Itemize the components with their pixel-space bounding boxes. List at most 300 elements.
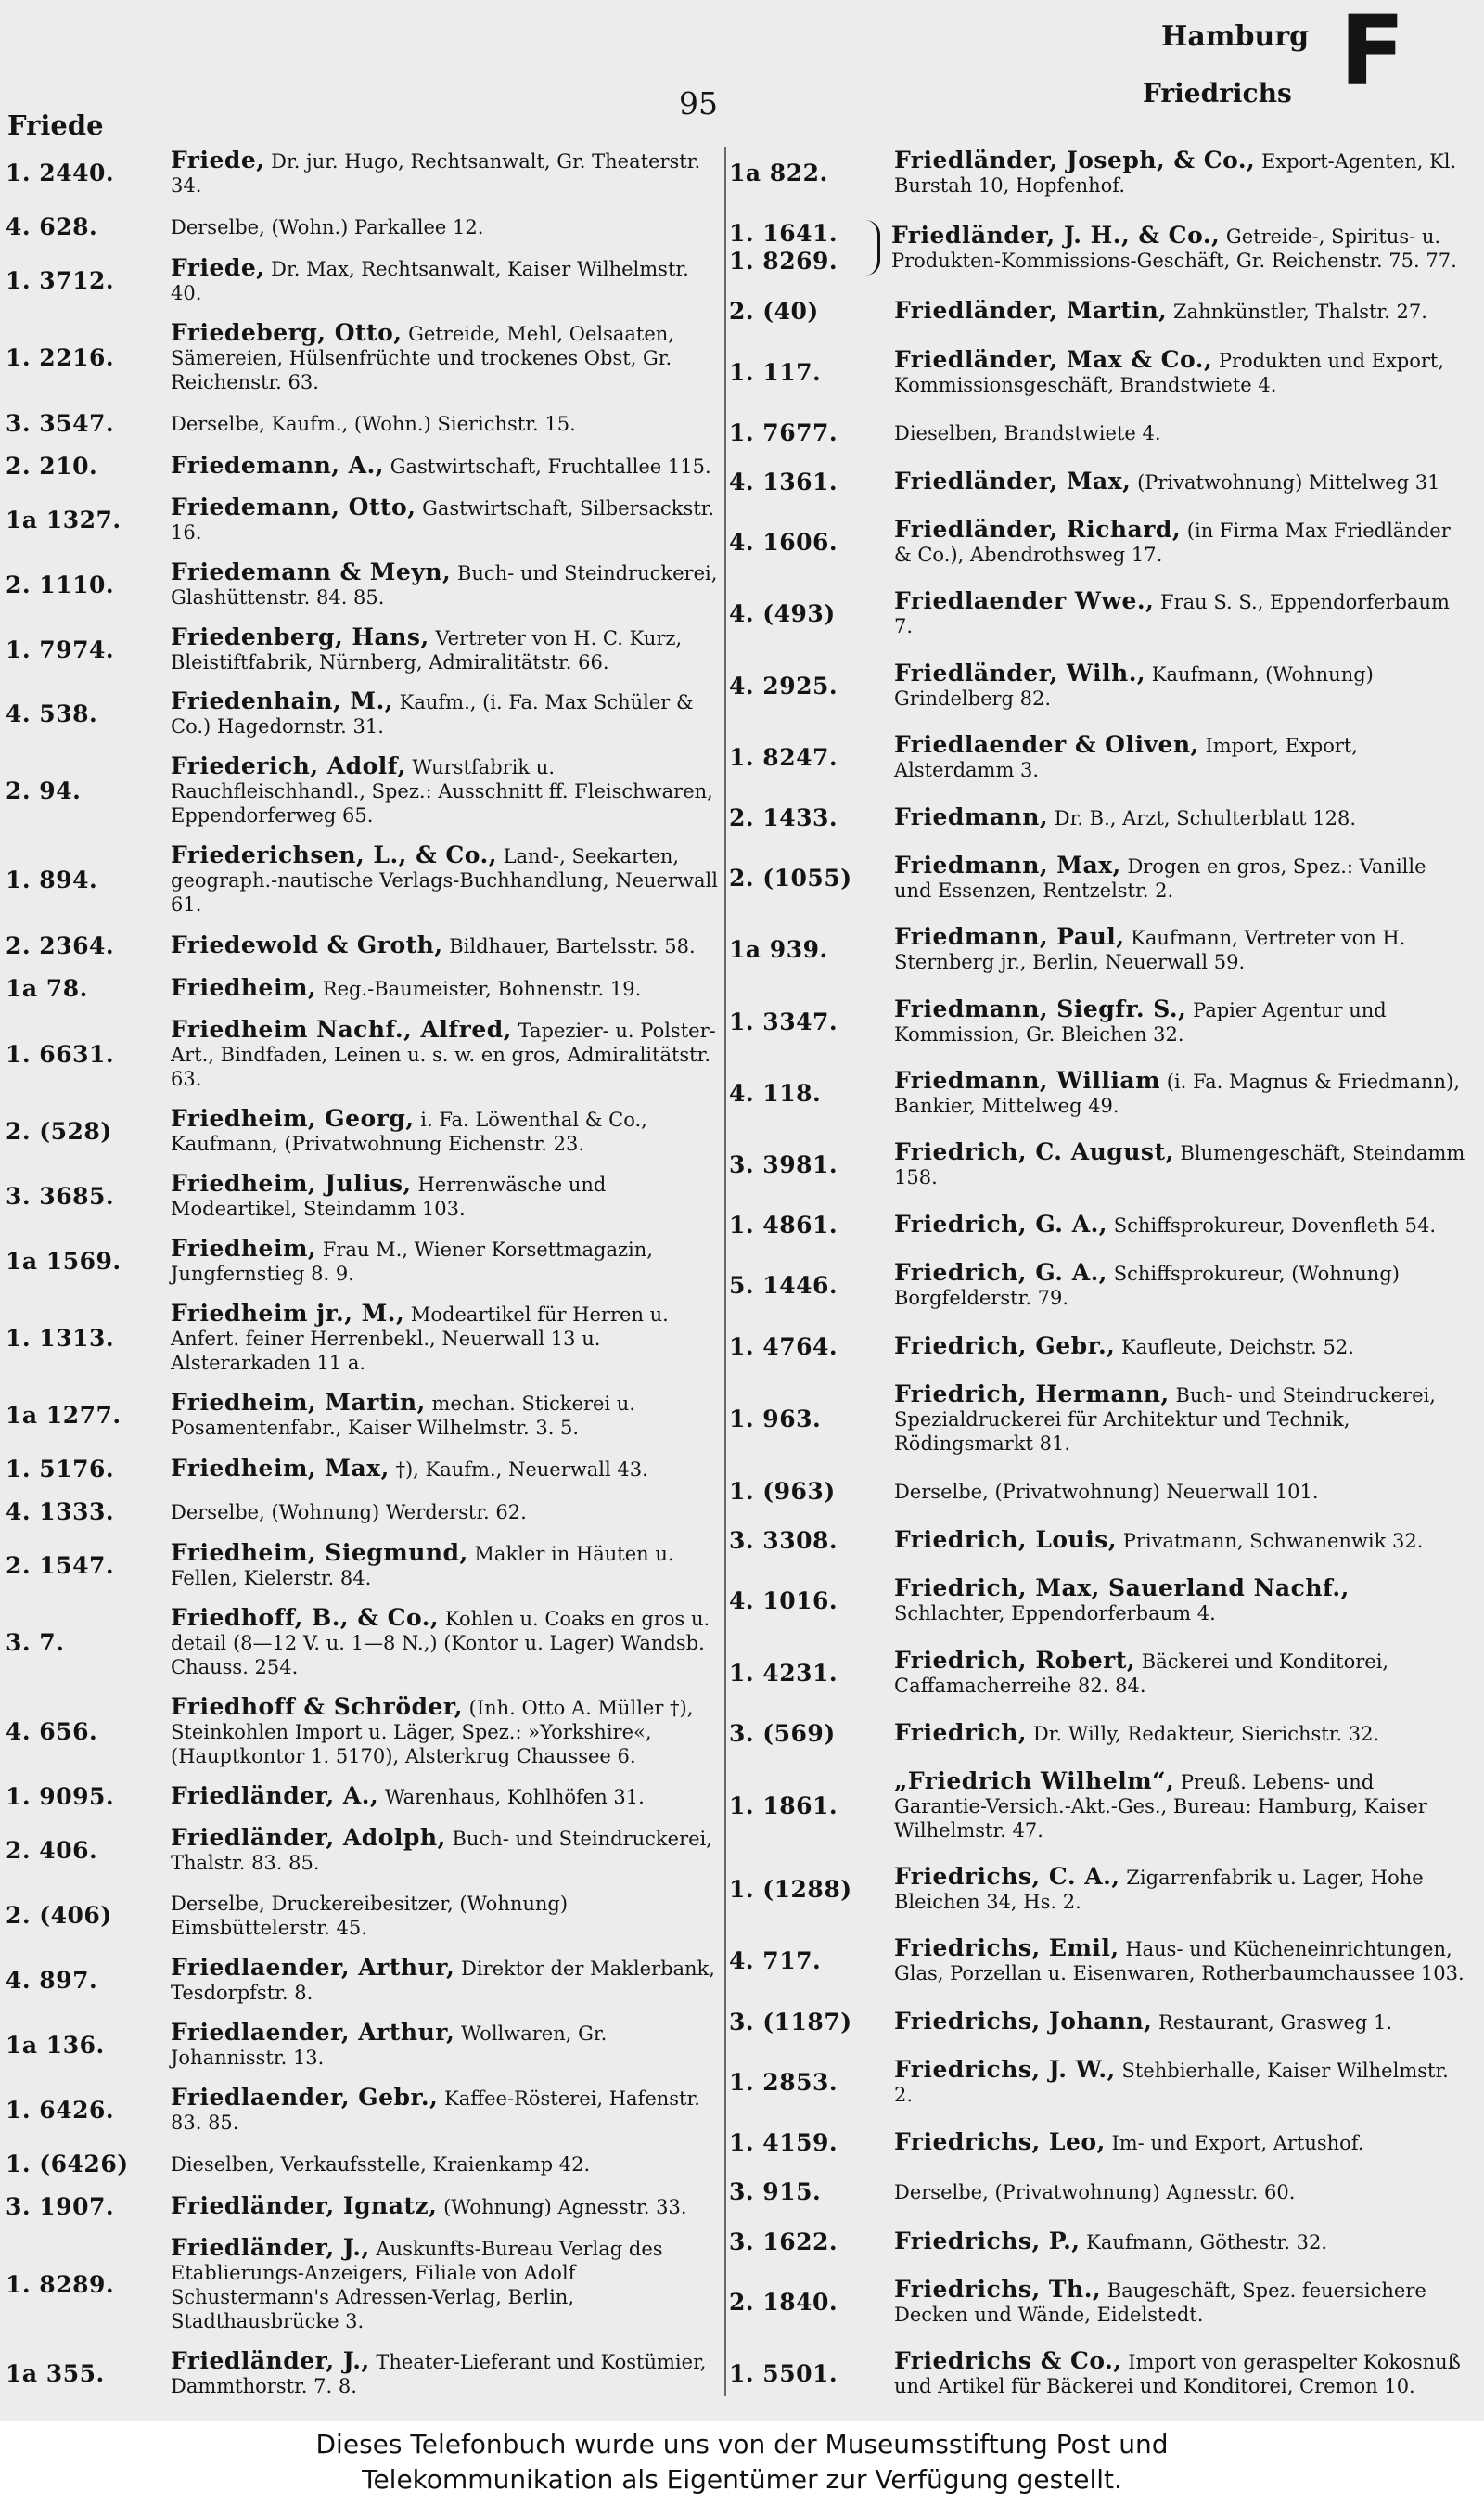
directory-entry xyxy=(6,318,725,394)
directory-entry xyxy=(729,518,1471,567)
entry-number: 2. 1110. xyxy=(6,571,115,598)
entry-details: Im- und Export, Artushof. xyxy=(1111,2132,1364,2155)
entry-details: (Inh. Otto A. Müller †), Steinkohlen Import u. Läger, Spez.: »Yorkshire«, (Hauptkontor 1. 5170), Alsterkrug Chaussee 6. xyxy=(171,1696,694,1767)
entry-text xyxy=(171,754,725,828)
entry-name: Friedländer, Richard, xyxy=(894,516,1182,544)
directory-entry xyxy=(6,2233,725,2333)
entry-text xyxy=(171,451,725,479)
entry-name: Friedmann, xyxy=(894,803,1049,831)
footer-text: Dieses Telefonbuch wurde uns von der Museumsstiftung Post und Telekommunikation als Eigentümer zur Verfügung gestellt. xyxy=(315,2429,1169,2495)
header-name-range: Friedrichs xyxy=(1143,78,1292,109)
directory-entry xyxy=(729,345,1471,397)
entry-text xyxy=(171,2233,725,2333)
entry-name: Friedrichs, J. W., xyxy=(894,2055,1116,2083)
directory-entry xyxy=(6,148,725,198)
entry-text xyxy=(894,730,1471,782)
entry-details: Dieselben, Verkaufsstelle, Kraienkamp 42. xyxy=(171,2153,591,2177)
entry-details: Kaufmann, Göthestr. 32. xyxy=(1086,2230,1328,2254)
entry-number: 3. 1907. xyxy=(6,2193,115,2220)
entry-number: 1. 1861. xyxy=(729,1792,838,1820)
entry-text xyxy=(171,976,725,1001)
entry-details: (i. Fa. Magnus & Friedmann), Bankier, Mittelweg 49. xyxy=(894,1070,1460,1117)
directory-entry xyxy=(6,1018,725,1091)
directory-entry xyxy=(6,560,725,610)
entry-name: Friedrich, G. A., xyxy=(894,1259,1108,1287)
entry-details: Dr. B., Arzt, Schulterblatt 128. xyxy=(1054,807,1357,830)
entry-name: Friedheim, Julius, xyxy=(171,1170,412,1197)
directory-entry xyxy=(729,1382,1471,1456)
directory-entry xyxy=(729,1769,1471,1843)
entry-name: Friedrichs, Emil, xyxy=(894,1934,1119,1962)
entry-name: Friedheim jr., M., xyxy=(171,1299,405,1327)
entry-text xyxy=(894,518,1471,567)
entry-details: Gastwirtschaft, Fruchtallee 115. xyxy=(390,455,711,478)
entry-details: Dr. jur. Hugo, Rechtsanwalt, Gr. Theaterstr. 34. xyxy=(171,150,701,197)
entry-name: Friedmann, Max, xyxy=(894,852,1121,880)
directory-entry xyxy=(729,1140,1471,1189)
entry-name: Friede, xyxy=(171,147,265,173)
entry-number: 4. 1333. xyxy=(6,1497,115,1525)
entry-text xyxy=(894,2007,1471,2035)
directory-entry xyxy=(729,1720,1471,1747)
entry-name: Friedländer, Martin, xyxy=(894,297,1168,325)
entry-text xyxy=(171,214,725,239)
entry-details: (Wohnung) Agnesstr. 33. xyxy=(443,2196,687,2218)
left-column xyxy=(6,148,725,2398)
entry-text xyxy=(171,495,725,545)
entry-name: Friedländer, Adolph, xyxy=(171,1824,446,1852)
entry-details: Papier Agentur und Kommission, Gr. Bleichen 32. xyxy=(894,998,1387,1046)
directory-entry xyxy=(729,1261,1471,1310)
entry-details: Kaufleute, Deichstr. 52. xyxy=(1121,1335,1354,1358)
entry-text xyxy=(894,1718,1471,1746)
entry-number: 1. 117. xyxy=(729,358,822,386)
entry-number: 2. 94. xyxy=(6,777,82,805)
entry-text xyxy=(894,805,1471,830)
entry-number: 4. 1361. xyxy=(729,469,838,496)
entry-text xyxy=(171,1018,725,1091)
entry-details: Kohlen u. Coaks en gros u. detail (8—12 V. u. 1—8 N.,) (Kontor u. Lager) Wandsb. Chauss. 254. xyxy=(171,1607,710,1678)
entry-details: Frau S. S., Eppendorferbaum 7. xyxy=(894,591,1450,638)
entry-text xyxy=(171,2021,725,2070)
entry-number: 1. 7677. xyxy=(729,418,838,446)
entry-name: Friedmann, Siegfr. S., xyxy=(894,995,1187,1022)
entry-text xyxy=(894,2275,1471,2327)
entry-text xyxy=(894,997,1471,1047)
entry-text xyxy=(171,1603,725,1679)
entry-number: 4. 717. xyxy=(729,1947,822,1975)
entry-text xyxy=(171,318,725,394)
entry-number: 3. 3981. xyxy=(729,1151,838,1179)
entry-number: 4. 897. xyxy=(6,1967,98,1995)
entry-details: Reg.-Baumeister, Bohnenstr. 19. xyxy=(322,978,642,1001)
entry-number: 5. 1446. xyxy=(729,1272,838,1300)
entry-number: 1. 4231. xyxy=(729,1659,838,1687)
entry-number: 1. 2216. xyxy=(6,343,115,371)
entry-number: 1a 136. xyxy=(6,2032,105,2060)
entry-number: 1. 6631. xyxy=(6,1041,115,1069)
brace-mark xyxy=(853,220,880,276)
entry-name: Friedlaender & Oliven, xyxy=(894,730,1199,758)
entry-details: Bildhauer, Bartelsstr. 58. xyxy=(449,935,696,958)
entry-number: 1. 8289. xyxy=(6,2270,115,2298)
entry-details: Getreide, Mehl, Oelsaaten, Sämereien, Hülsenfrüchte und trockenes Obst, Gr. Reichenstr. 63. xyxy=(171,322,674,393)
entry-text xyxy=(894,1066,1471,1118)
entry-name: Friedrich, Robert, xyxy=(894,1646,1136,1674)
entry-name: Friedeberg, Otto, xyxy=(171,318,403,346)
entry-details: Land-, Seekarten, geograph.-nautische Verlags-Buchhandlung, Neuerwall 61. xyxy=(171,845,718,917)
entry-details: Kaffee-Rösterei, Hafenstr. 83. 85. xyxy=(171,2087,700,2135)
entry-details: Blumengeschäft, Steindamm 158. xyxy=(894,1142,1465,1189)
entry-number: 1. 8247. xyxy=(729,743,838,771)
entry-number: 3. 1622. xyxy=(729,2228,838,2255)
entry-details: Zahnkünstler, Thalstr. 27. xyxy=(1173,301,1427,324)
header-left-word: Friede xyxy=(7,109,104,141)
entry-text xyxy=(894,299,1471,324)
entry-details: Derselbe, (Wohnung) Werderstr. 62. xyxy=(171,1500,527,1523)
entry-text xyxy=(171,2151,725,2177)
directory-entry xyxy=(6,1388,725,1440)
entry-details: mechan. Stickerei u. Posamentenfabr., Kaiser Wilhelmstr. 3. 5. xyxy=(171,1392,636,1439)
entry-number: 1. 3347. xyxy=(729,1008,838,1035)
entry-text xyxy=(894,2346,1471,2398)
directory-entry xyxy=(6,843,725,917)
entry-text xyxy=(171,1454,725,1482)
entry-details: Kaufmann, (Wohnung) Grindelberg 82. xyxy=(894,662,1374,710)
entry-details: Schiffsprokureur, Dovenfleth 54. xyxy=(1113,1214,1437,1238)
entry-name: Friedrichs, Th., xyxy=(894,2275,1102,2303)
entry-name: Friedländer, J. H., & Co., xyxy=(891,221,1221,249)
entry-text xyxy=(171,1388,725,1440)
directory-entry xyxy=(6,1107,725,1156)
directory-entry xyxy=(729,2129,1471,2156)
directory-entry xyxy=(729,2055,1471,2107)
entry-text xyxy=(894,1576,1471,1625)
entry-name: Friedrich, Max, Sauerland Nachf., xyxy=(894,1574,1350,1602)
entry-details: Schiffsprokureur, (Wohnung) Borgfelderstr. 79. xyxy=(894,1263,1400,1310)
directory-entry xyxy=(729,2346,1471,2398)
entry-text xyxy=(894,1382,1471,1456)
directory-entry xyxy=(6,1891,725,1940)
entry-details: Derselbe, (Wohn.) Parkallee 12. xyxy=(171,215,484,238)
directory-entry xyxy=(729,2009,1471,2035)
entry-number: 1a 822. xyxy=(729,160,828,186)
header-letter: F xyxy=(1339,0,1406,108)
entry-details: Theater-Lieferant und Kostümier, Dammthorstr. 7. 8. xyxy=(171,2350,707,2397)
entry-details: Derselbe, Kaufm., (Wohn.) Sierichstr. 15. xyxy=(171,412,576,435)
entry-number: 2. (406) xyxy=(6,1902,112,1930)
entry-details: Tapezier- u. Polster-Art., Bindfaden, Leinen u. s. w. en gros, Admiralitätstr. 63. xyxy=(171,1020,716,1091)
entry-number: 1. 2440. xyxy=(6,160,115,186)
directory-entry xyxy=(6,1498,725,1525)
entry-text xyxy=(894,1528,1471,1553)
directory-entry xyxy=(6,1299,725,1375)
entry-details: Derselbe, Druckereibesitzer, (Wohnung) Eimsbüttelerstr. 45. xyxy=(171,1893,569,1940)
directory-entry xyxy=(729,997,1471,1047)
entry-text xyxy=(894,1646,1471,1698)
header-city: Hamburg xyxy=(1161,20,1310,53)
entry-text xyxy=(171,843,725,917)
entry-name: Friedemann, Otto, xyxy=(171,493,416,520)
entry-text xyxy=(171,2086,725,2135)
entry-details: Zigarrenfabrik u. Lager, Hohe Bleichen 34, Hs. 2. xyxy=(894,1867,1424,1914)
entry-name: Friedländer, Max & Co., xyxy=(894,345,1213,373)
entry-number: 2. 1547. xyxy=(6,1551,115,1579)
directory-entry xyxy=(729,469,1471,495)
entry-text xyxy=(894,1865,1471,1914)
entry-details: Buch- und Steindruckerei, Glashüttenstr. 84. 85. xyxy=(171,561,718,609)
entry-number: 4. (493) xyxy=(729,600,836,628)
directory-entry xyxy=(6,1538,725,1590)
entry-name: Friedrichs, Johann, xyxy=(894,2007,1153,2035)
entry-number: 1. 7974. xyxy=(6,636,115,663)
entry-name: Friedländer, A., xyxy=(171,1782,379,1810)
directory-entry xyxy=(729,589,1471,638)
entry-name: Friedländer, J., xyxy=(171,2346,370,2374)
directory-entry xyxy=(6,495,725,545)
entry-details: Kaufmann, Vertreter von H. Sternberg jr., Berlin, Neuerwall 59. xyxy=(894,927,1406,974)
entry-number: 1. 963. xyxy=(729,1405,822,1432)
directory-entry xyxy=(6,2193,725,2220)
entry-text xyxy=(171,1172,725,1221)
entry-name: Friedheim, xyxy=(171,1234,317,1262)
entry-text xyxy=(894,854,1471,903)
directory-entry xyxy=(6,625,725,674)
entry-number: 2. 2364. xyxy=(6,932,115,960)
entry-name: Friedrich, Hermann, xyxy=(894,1380,1170,1407)
entry-details: Buch- und Steindruckerei, Thalstr. 83. 85. xyxy=(171,1828,712,1875)
entry-name: Friedmann, Paul, xyxy=(894,923,1125,951)
entry-text xyxy=(171,1538,725,1590)
entry-text xyxy=(894,2229,1471,2254)
directory-entry xyxy=(729,298,1471,325)
entry-text xyxy=(171,1784,725,1809)
entry-details: Vertreter von H. C. Kurz, Bleistiftfabrik, Nürnberg, Admiralitätstr. 66. xyxy=(171,626,683,674)
entry-name: Friederich, Adolf, xyxy=(171,752,406,780)
entry-details: Haus- und Kücheneinrichtungen, Glas, Porzellan u. Eisenwaren, Rotherbaumchaussee 103. xyxy=(894,1938,1465,1985)
directory-entry xyxy=(6,1826,725,1875)
entry-name: Friedrichs & Co., xyxy=(894,2346,1122,2374)
entry-details: Drogen en gros, Spez.: Vanille und Essenzen, Rentzelstr. 2. xyxy=(894,855,1426,903)
entry-text xyxy=(171,560,725,610)
directory-entry xyxy=(729,1478,1471,1505)
entry-number: 2. 1433. xyxy=(729,804,838,832)
directory-entry xyxy=(6,689,725,738)
directory-entry xyxy=(729,730,1471,782)
entry-name: Friedlaender, Arthur, xyxy=(171,2019,455,2047)
directory-entry xyxy=(729,1527,1471,1554)
directory-entry xyxy=(6,410,725,437)
entry-details: Herrenwäsche und Modeartikel, Steindamm 103. xyxy=(171,1174,607,1220)
entry-name: Friedheim Nachf., Alfred, xyxy=(171,1016,512,1044)
entry-number: 1. 4764. xyxy=(729,1332,838,1360)
directory-entry xyxy=(6,1456,725,1483)
entry-number: 1. (963) xyxy=(729,1478,836,1506)
entry-text xyxy=(894,589,1471,638)
entry-details: i. Fa. Löwenthal & Co., Kaufmann, (Privatwohnung Eichenstr. 23. xyxy=(171,1109,647,1156)
entry-details: Stehbierhalle, Kaiser Wilhelmstr. 2. xyxy=(894,2059,1449,2106)
entry-text xyxy=(894,2055,1471,2107)
entry-text xyxy=(891,221,1471,273)
entry-number: 1a 939. xyxy=(729,936,828,964)
entry-name: Friederichsen, L., & Co., xyxy=(171,841,497,869)
directory-entry xyxy=(729,1865,1471,1914)
entry-text xyxy=(894,1213,1471,1238)
directory-entry xyxy=(6,2151,725,2177)
directory-entry xyxy=(729,1936,1471,1985)
entry-text xyxy=(171,1891,725,1940)
entry-details: Frau M., Wiener Korsettmagazin, Jungfernstieg 8. 9. xyxy=(171,1238,653,1285)
entry-number: 1. 2853. xyxy=(729,2068,838,2096)
entry-details: Wollwaren, Gr. Johannisstr. 13. xyxy=(171,2022,608,2070)
directory-entry xyxy=(6,2346,725,2398)
entry-name: Friedländer, Ignatz, xyxy=(171,2192,438,2219)
directory-entry xyxy=(6,2086,725,2135)
entry-name: Friedenhain, M., xyxy=(171,687,393,715)
entry-number: 1. (6426) xyxy=(6,2151,129,2178)
entry-number: 4. 118. xyxy=(729,1079,822,1107)
directory-entry xyxy=(6,1603,725,1679)
entry-number: 1. 6426. xyxy=(6,2097,115,2125)
entry-text xyxy=(894,345,1471,397)
directory-entry xyxy=(6,1783,725,1810)
directory-entry xyxy=(6,1692,725,1768)
directory-entry xyxy=(729,1066,1471,1118)
entry-name: Friedenberg, Hans, xyxy=(171,623,429,650)
entry-number: 2. 406. xyxy=(6,1837,98,1865)
entry-number: 1. (1288) xyxy=(729,1876,852,1904)
entry-details: Baugeschäft, Spez. feuersichere Decken und Wände, Eidelstedt. xyxy=(894,2279,1426,2326)
entry-details: Import, Export, Alsterdamm 3. xyxy=(894,734,1358,781)
directory-entry xyxy=(729,925,1471,974)
entry-name: „Friedrich Wilhelm“, xyxy=(894,1767,1175,1795)
entry-text xyxy=(894,661,1471,711)
entry-details: (in Firma Max Friedländer & Co.), Abendrothsweg 17. xyxy=(894,520,1451,567)
directory-entry xyxy=(6,253,725,305)
entry-details: Dr. Willy, Redakteur, Sierichstr. 32. xyxy=(1032,1722,1380,1745)
directory-entry xyxy=(6,213,725,240)
entry-number: 1. 5501. xyxy=(729,2359,838,2387)
entry-number: 3. 3547. xyxy=(6,409,115,437)
entry-name: Friede, xyxy=(171,253,265,281)
entry-details: Produkten und Export, Kommissionsgeschäft, Brandstwiete 4. xyxy=(894,349,1445,396)
entry-name: Friedländer, J., xyxy=(171,2233,370,2261)
entry-name: Friedrich, Louis, xyxy=(894,1526,1118,1554)
entry-number: 2. (1055) xyxy=(729,865,852,892)
entry-details: Privatmann, Schwanenwik 32. xyxy=(1122,1530,1424,1553)
directory-entry xyxy=(729,2275,1471,2327)
entry-number: 2. (528) xyxy=(6,1118,112,1146)
entry-text xyxy=(894,1331,1471,1359)
entry-details: †), Kaufm., Neuerwall 43. xyxy=(395,1457,648,1481)
entry-name: Friedrichs, P., xyxy=(894,2227,1081,2254)
entry-text xyxy=(171,625,725,674)
entry-details: Wurstfabrik u. Rauchfleischhandl., Spez.: Ausschnitt ff. Fleischwaren, Eppendorferweg 65. xyxy=(171,756,713,828)
entry-details: Auskunfts-Bureau Verlag des Etablierungs-Anzeigers, Filiale von Adolf Schustermann's Adressen-Verlag, Berlin, Stadthausbrücke 3. xyxy=(171,2237,663,2332)
entry-name: Friedemann, A., xyxy=(171,451,384,479)
entry-text xyxy=(894,1479,1471,1504)
entry-text xyxy=(171,148,725,198)
directory-entry xyxy=(729,2228,1471,2255)
entry-name: Friedrich, C. August, xyxy=(894,1138,1174,1166)
entry-name: Friedheim, Martin, xyxy=(171,1388,426,1416)
entry-name: Friedlaender, Gebr., xyxy=(171,2084,439,2112)
entry-details: Import von geraspelter Kokosnuß und Artikel für Bäckerei und Konditorei, Cremon 10. xyxy=(894,2350,1461,2397)
entry-text xyxy=(894,420,1471,445)
entry-text xyxy=(171,933,725,958)
directory-entry xyxy=(729,1646,1471,1698)
entry-details: Dr. Max, Rechtsanwalt, Kaiser Wilhelmstr. 40. xyxy=(171,257,689,304)
directory-entry xyxy=(6,975,725,1002)
entry-text xyxy=(894,469,1471,494)
entry-number: 1. 5176. xyxy=(6,1455,115,1483)
directory-entry xyxy=(729,1576,1471,1625)
entry-details: Kaufm., (i. Fa. Max Schüler & Co.) Hagedornstr. 31. xyxy=(171,691,694,738)
entry-name: Friedländer, Wilh., xyxy=(894,659,1146,687)
entry-text xyxy=(894,2130,1471,2155)
directory-entry xyxy=(729,1212,1471,1239)
entry-name: Friedewold & Groth, xyxy=(171,931,443,959)
entry-name: Friedhoff, B., & Co., xyxy=(171,1603,440,1631)
entry-name: Friedländer, Max, xyxy=(894,468,1132,495)
entry-name: Friedrich, G. A., xyxy=(894,1211,1108,1239)
entry-text xyxy=(894,1936,1471,1985)
entry-number: 4. 1606. xyxy=(729,529,838,557)
directory-entry xyxy=(6,1956,725,2005)
entry-details: Schlachter, Eppendorferbaum 4. xyxy=(894,1602,1216,1625)
entry-details: Bäckerei und Konditorei, Caffamacherreihe 82. 84. xyxy=(894,1650,1389,1697)
entry-number: 1. 1313. xyxy=(6,1324,115,1352)
entry-text xyxy=(894,148,1471,198)
entry-details: Derselbe, (Privatwohnung) Neuerwall 101. xyxy=(894,1481,1319,1504)
entry-name: Friedheim, Max, xyxy=(171,1454,390,1482)
entry-text xyxy=(171,2346,725,2398)
directory-entry xyxy=(729,148,1471,198)
entry-name: Friedlaender Wwe., xyxy=(894,587,1155,615)
entry-text xyxy=(171,1692,725,1768)
entry-name: Friedmann, William xyxy=(894,1066,1161,1094)
entry-details: Getreide-, Spiritus- u. Produkten-Kommissions-Geschäft, Gr. Reichenstr. 75. 77. xyxy=(891,225,1457,272)
entry-text xyxy=(894,2179,1471,2204)
entry-number: 1. 4159. xyxy=(729,2129,838,2157)
entry-number: 4. 628. xyxy=(6,212,98,240)
entry-details: Buch- und Steindruckerei, Spezialdruckerei für Architektur und Technik, Rödingsmarkt 81. xyxy=(894,1383,1436,1455)
directory-entry xyxy=(729,2178,1471,2205)
directory-entry xyxy=(6,932,725,959)
entry-details: Dieselben, Brandstwiete 4. xyxy=(894,421,1161,444)
entry-name: Friedheim, xyxy=(171,974,317,1002)
entry-details: Modeartikel für Herren u. Anfert. feiner Herrenbekl., Neuerwall 13 u. Alsterarkaden 11 a. xyxy=(171,1303,669,1374)
entry-text xyxy=(171,1826,725,1875)
right-column xyxy=(729,148,1471,2398)
entry-text xyxy=(894,925,1471,974)
entry-name: Friedhoff & Schröder, xyxy=(171,1692,463,1720)
entry-name: Friedrichs, Leo, xyxy=(894,2128,1106,2156)
entry-details: Preuß. Lebens- und Garantie-Versich.-Akt.-Ges., Bureau: Hamburg, Kaiser Wilhelmstr. 47. xyxy=(894,1771,1427,1843)
entry-details: Derselbe, (Privatwohnung) Agnesstr. 60. xyxy=(894,2181,1296,2204)
entry-details: Makler in Häuten u. Fellen, Kielerstr. 84. xyxy=(171,1542,674,1589)
entry-text xyxy=(894,1261,1471,1310)
entry-text xyxy=(171,689,725,738)
entry-details: Direktor der Maklerbank, Tesdorpfstr. 8. xyxy=(171,1958,715,2005)
directory-entry xyxy=(729,419,1471,446)
entry-text xyxy=(171,1234,725,1286)
entry-text xyxy=(171,253,725,305)
entry-number: 4. 2925. xyxy=(729,672,838,700)
directory-entry xyxy=(729,854,1471,903)
directory-entry xyxy=(6,2021,725,2070)
entry-number: 3. 7. xyxy=(6,1628,65,1656)
